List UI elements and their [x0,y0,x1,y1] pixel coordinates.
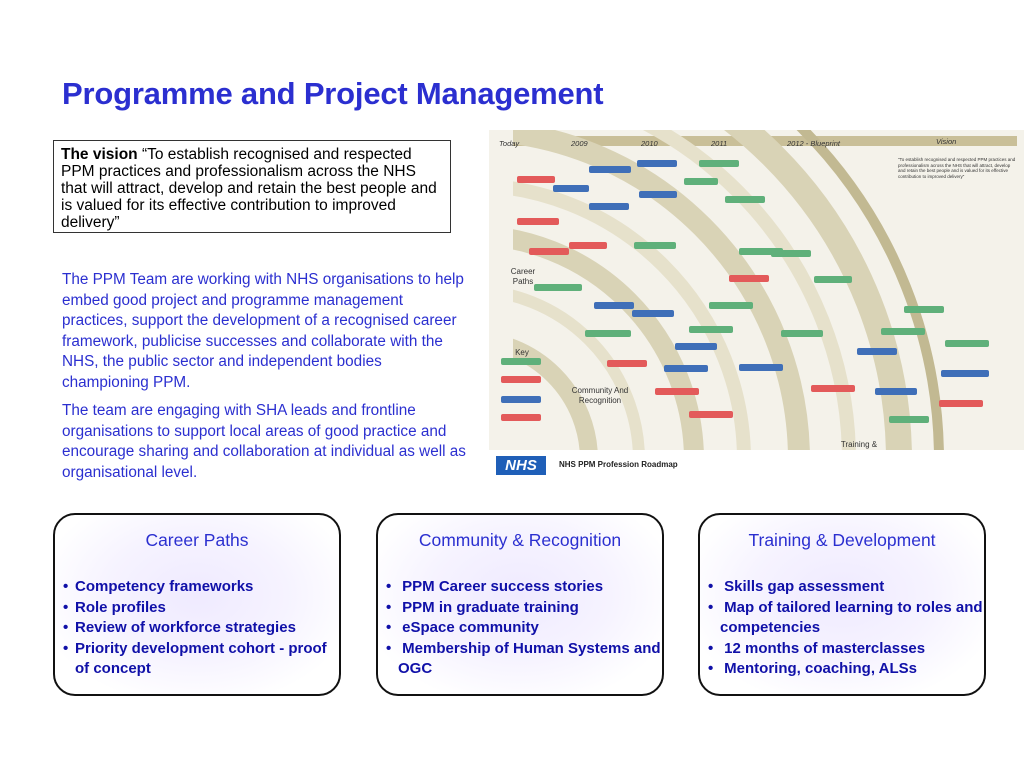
card-community-recognition [376,513,664,696]
milestone-chip [939,400,983,407]
milestone-chip [814,276,852,283]
milestone-chip [675,343,717,350]
roadmap-vision-quote: “To establish recognised and respected PPM practices and professionalism across the NHS that will attract, develop and retain the best people and is valued for its effective contribution to improved delivery” [898,157,1016,179]
milestone-chip [857,348,897,355]
milestone-chip [689,326,733,333]
card-title: Career Paths [145,530,249,550]
list-item: • Role profiles [63,598,166,616]
milestone-chip [699,160,739,167]
list-item: • Review of workforce strategies [63,619,296,636]
milestone-chip [709,302,753,309]
milestone-chip [771,250,811,257]
list-item: • 12 months of masterclasses [708,639,926,657]
milestone-chip [529,248,569,255]
page-title: Programme and Project Management [62,76,604,111]
key-chip [501,358,541,365]
timeline-vision: Vision [936,137,957,146]
list-item: • PPM Career success stories [386,578,604,595]
roadmap-key-label: Key [515,348,529,357]
milestone-chip [689,411,733,418]
milestone-chip [684,178,718,185]
milestone-chip [632,310,674,317]
key-chip [501,376,541,383]
vision-text: “To establish recognised and respected PPM practices and professionalism across the NHS that will attract, develop and retain the best people and is valued for its effective contribution to improved delivery” [61,146,437,231]
milestone-chip [517,176,555,183]
milestone-chip [553,185,589,192]
timeline-2012: 2012 - Blueprint [787,139,840,148]
body-text [62,270,472,491]
roadmap-graphic [489,130,1024,478]
vision-statement-box [53,140,451,233]
milestone-chip [585,330,631,337]
milestone-chip [589,203,629,210]
milestone-chip [811,385,855,392]
milestone-chip [655,388,699,395]
roadmap-training-label: Training & [840,440,878,449]
timeline-2010: 2010 [641,139,658,148]
milestone-chip [637,160,677,167]
milestone-chip [889,416,929,423]
card-list [700,577,984,680]
timeline-2011: 2011 [711,139,728,148]
milestone-chip [664,365,708,372]
milestone-chip [725,196,765,203]
milestone-chip [875,388,917,395]
body-paragraph-1: The PPM Team are working with NHS organisations to help embed good project and programme management practices, support the development of a recognised career framework, publicise successes and collaborate with the NHS, the public sector and independent bodies championing PPM. [62,271,464,391]
milestone-chip [781,330,823,337]
list-item: • Priority development cohort - proof of concept [63,639,327,677]
milestone-chip [569,242,607,249]
card-title: Training & Development [748,530,936,550]
card-career-paths [53,513,341,696]
card-list [55,577,339,680]
milestone-chip [517,218,559,225]
key-chip [501,414,541,421]
vision-label: The vision [61,146,138,163]
milestone-chip [634,242,676,249]
card-list [378,577,662,680]
list-item: • PPM in graduate training [386,598,579,616]
milestone-chip [881,328,925,335]
nhs-logo: NHS [496,456,546,475]
list-item: • Mentoring, coaching, ALSs [708,660,917,677]
card-title: Community & Recognition [418,530,622,550]
timeline-2009: 2009 [571,139,588,148]
timeline-today: Today [499,139,520,148]
roadmap-footer-title: NHS PPM Profession Roadmap [559,460,678,469]
roadmap-community-label: Community And Recognition [571,386,629,405]
list-item: • eSpace community [386,619,539,636]
list-item: • Membership of Human Systems and OGC [386,639,661,677]
key-chip [501,396,541,403]
body-paragraph-2: The team are engaging with SHA leads and frontline organisations to support local areas of good practice and encourage sharing and collaboration at individual as well as organisational level. [62,402,466,481]
card-training-development [698,513,986,696]
milestone-chip [904,306,944,313]
milestone-chip [639,191,677,198]
milestone-chip [589,166,631,173]
milestone-chip [607,360,647,367]
list-item: • Map of tailored learning to roles and competencies [708,598,983,636]
milestone-chip [941,370,989,377]
list-item: • Skills gap assessment [708,578,885,595]
milestone-chip [534,284,582,291]
list-item: • Competency frameworks [63,578,254,595]
milestone-chip [739,364,783,371]
milestone-chip [729,275,769,282]
roadmap-career-paths-label: Career Paths [510,267,536,286]
milestone-chip [594,302,634,309]
milestone-chip [945,340,989,347]
